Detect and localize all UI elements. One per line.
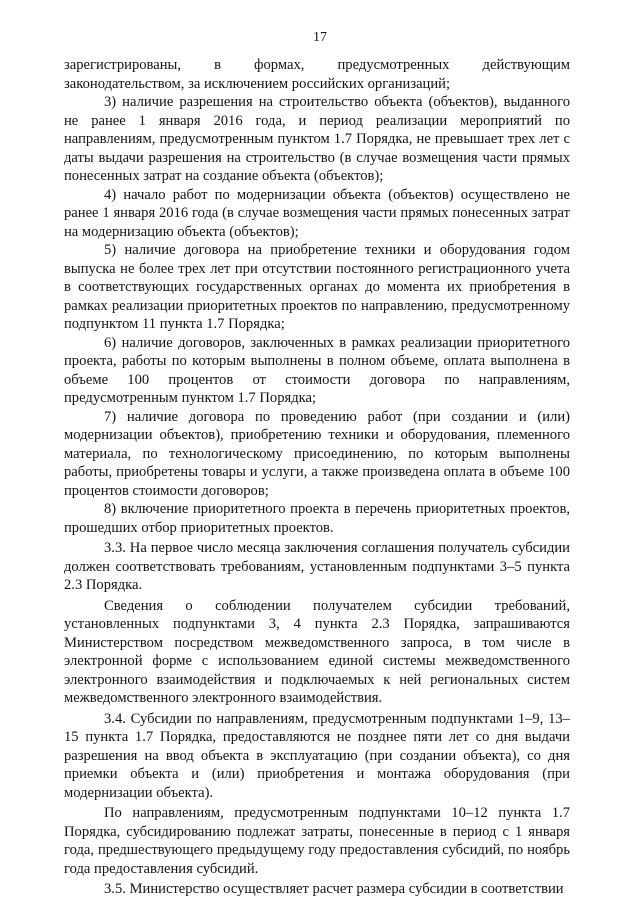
paragraph-section-3-3: 3.3. На первое число месяца заключения соглашения получатель субсидии должен соответствовать требованиям, установленным подпунктами 3–5 пункта 2.3 Порядка. <box>64 540 570 593</box>
paragraph-item-6: 6) наличие договоров, заключенных в рамках реализации приоритетного проекта, работы по которым выполнены в полном объеме, оплата выполнена в объеме 100 процентов от стоимости договора по направлениям, предусмотренным пунктом 1.7 Порядка; <box>64 334 570 406</box>
paragraph-item-4: 4) начало работ по модернизации объекта (объектов) осуществлено не ранее 1 января 2016 года (в случае возмещения части прямых понесенных затрат на модернизацию объекта (объектов); <box>64 186 570 240</box>
paragraph-item-3: 3) наличие разрешения на строительство объекта (объектов), выданного не ранее 1 января 2016 года, и период реализации мероприятий по направлениям, предусмотренным пунктом 1.7 Порядка, не превышает трех лет с даты выдачи разрешения на строительство (в случае возмещения части прямых понесенных затрат на создание объекта (объектов); <box>64 94 570 184</box>
paragraph-item-5: 5) наличие договора на приобретение техники и оборудования годом выпуска не более трех лет при отсутствии постоянного регистрационного учета в соответствующих государственных органах до момента их приобретения в рамках реализации приоритетных проектов по направлению, предусмотренному подпунктом 11 пункта 1.7 Порядка; <box>64 242 570 332</box>
paragraph-item-7: 7) наличие договора по проведению работ (при создании и (или) модернизации объектов), приобретению техники и оборудования, племенного материала, по технологическому присоединению, по которым выполнены работы, приобретены товары и услуги, а также произведена оплата в объеме 100 процентов стоимости договоров; <box>64 408 570 499</box>
paragraph-item-8: 8) включение приоритетного проекта в перечень приоритетных проектов, прошедших отбор приоритетных проектов. <box>64 501 570 536</box>
paragraph-continuation: зарегистрированы, в формах, предусмотренных действующим законодательством, за исключением российских организаций; <box>64 57 570 92</box>
document-body <box>64 56 570 899</box>
paragraph-section-3-4: 3.4. Субсидии по направлениям, предусмотренным подпунктами 1–9, 13–15 пункта 1.7 Порядка, предоставляются не позднее пяти лет со дня выдачи разрешения на ввод объекта в эксплуатацию (при создании объекта), со дня приемки объекта и (или) приобретения и монтажа оборудования (при модернизации объекта). <box>64 710 570 801</box>
paragraph-section-3-5: 3.5. Министерство осуществляет расчет размера субсидии в соответствии <box>104 881 564 897</box>
paragraph-section-3-3-details: Сведения о соблюдении получателем субсидии требований, установленных подпунктами 3, 4 пункта 2.3 Порядка, запрашиваются Министерством посредством межведомственного запроса, в том числе в электронной форме с использованием единой системы межведомственного электронного взаимодействия и подключаемых к ней региональных систем межведомственного электронного взаимодействия. <box>64 597 570 706</box>
page-number: 17 <box>313 30 327 45</box>
paragraph-section-3-4-details: По направлениям, предусмотренным подпунктами 10–12 пункта 1.7 Порядка, субсидированию подлежат затраты, понесенные в период с 1 января года, предшествующего предыдущему году предоставления субсидий, по ноябрь года предоставления субсидий. <box>64 805 570 877</box>
